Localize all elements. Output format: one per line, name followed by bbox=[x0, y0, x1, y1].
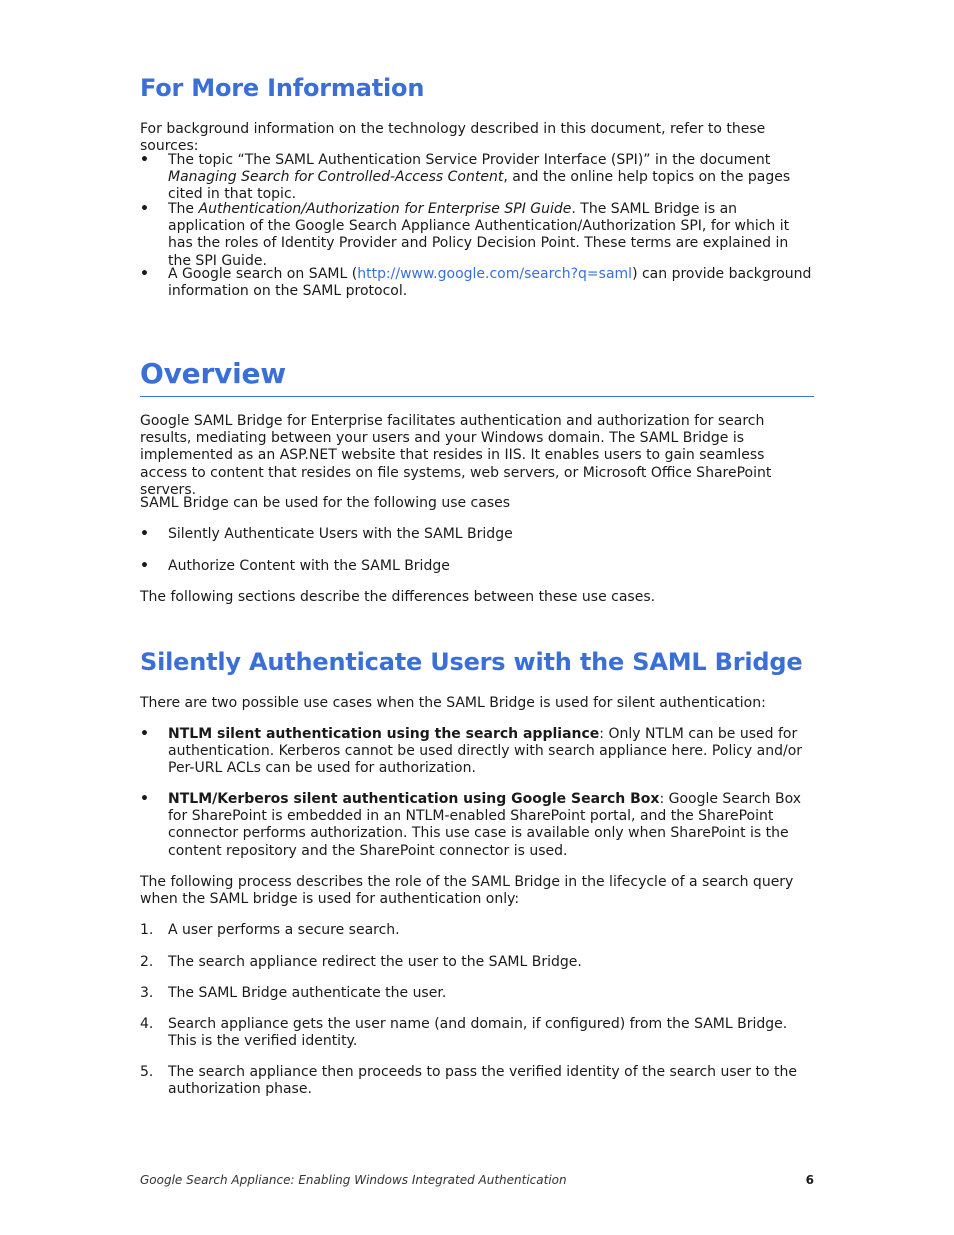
list-item: • The Authentication/Authorization for Enterprise SPI Guide. The SAML Bridge is an application of the Google Search Appliance Authentication/Authorization SPI, for which it has the roles of Identity Provider and Policy Decision Point. These terms are explained in the SPI Guide. bbox=[140, 201, 790, 269]
saml-search-link[interactable]: http://www.google.com/search?q=saml bbox=[357, 266, 633, 282]
bullet-glyph: • bbox=[140, 558, 149, 574]
list-item: • NTLM silent authentication using the search appliance: Only NTLM can be used for authentication. Kerberos cannot be used directly with search appliance here. Policy and/or Per-URL ACLs can be used for authorization. bbox=[140, 726, 803, 777]
bullet-glyph: • bbox=[140, 526, 149, 542]
heading-divider bbox=[140, 396, 814, 397]
overview-use-cases-intro: SAML Bridge can be used for the following use cases bbox=[140, 495, 511, 511]
step-number: 4. bbox=[140, 1016, 154, 1032]
overview-closing: The following sections describe the differences between these use cases. bbox=[140, 589, 656, 605]
section-heading-overview: Overview bbox=[140, 357, 286, 390]
silent-auth-intro: There are two possible use cases when the SAML Bridge is used for silent authentication: bbox=[140, 695, 766, 711]
section-heading-more-info: For More Information bbox=[140, 74, 425, 102]
step-item: 1. A user performs a secure search. bbox=[140, 922, 400, 938]
step-item: 5. The search appliance then proceeds to pass the verified identity of the search user to the authorization phase. bbox=[140, 1064, 797, 1098]
step-number: 2. bbox=[140, 954, 154, 970]
list-item: • NTLM/Kerberos silent authentication using Google Search Box: Google Search Box for SharePoint is embedded in an NTLM-enabled SharePoint portal, and the SharePoint connector performs authorization. This use case is available only when SharePoint is the content repository and the SharePoint connector is used. bbox=[140, 791, 801, 859]
section-heading-silent-auth: Silently Authenticate Users with the SAML Bridge bbox=[140, 648, 803, 676]
footer-document-title: Google Search Appliance: Enabling Windows Integrated Authentication bbox=[140, 1173, 567, 1187]
process-intro: The following process describes the role of the SAML Bridge in the lifecycle of a search query when the SAML bridge is used for authentication only: bbox=[140, 874, 794, 908]
list-item: • A Google search on SAML (http://www.google.com/search?q=saml) can provide background information on the SAML protocol. bbox=[140, 266, 812, 300]
overview-paragraph: Google SAML Bridge for Enterprise facilitates authentication and authorization for search results, mediating between your users and your Windows domain. The SAML Bridge is implemented as an ASP.NET website that resides in IIS. It enables users to gain seamless access to content that resides on file systems, web servers, or Microsoft Office SharePoint servers. bbox=[140, 413, 772, 498]
step-number: 5. bbox=[140, 1064, 154, 1080]
step-number: 3. bbox=[140, 985, 154, 1001]
bullet-glyph: • bbox=[140, 726, 149, 742]
bullet-glyph: • bbox=[140, 791, 149, 807]
footer-page-number: 6 bbox=[805, 1173, 814, 1187]
bullet-glyph: • bbox=[140, 266, 149, 282]
bullet-glyph: • bbox=[140, 152, 149, 168]
list-item: • The topic “The SAML Authentication Service Provider Interface (SPI)” in the document Managing Search for Controlled-Access Content, and the online help topics on the pages cited in that topic. bbox=[140, 152, 791, 203]
list-item: • Silently Authenticate Users with the SAML Bridge bbox=[140, 526, 513, 542]
list-item: • Authorize Content with the SAML Bridge bbox=[140, 558, 450, 574]
step-number: 1. bbox=[140, 922, 154, 938]
step-item: 2. The search appliance redirect the user to the SAML Bridge. bbox=[140, 954, 582, 970]
step-item: 3. The SAML Bridge authenticate the user. bbox=[140, 985, 447, 1001]
bullet-glyph: • bbox=[140, 201, 149, 217]
more-info-intro: For background information on the technology described in this document, refer to these sources: bbox=[140, 121, 766, 155]
step-item: 4. Search appliance gets the user name (and domain, if configured) from the SAML Bridge. This is the verified identity. bbox=[140, 1016, 788, 1050]
